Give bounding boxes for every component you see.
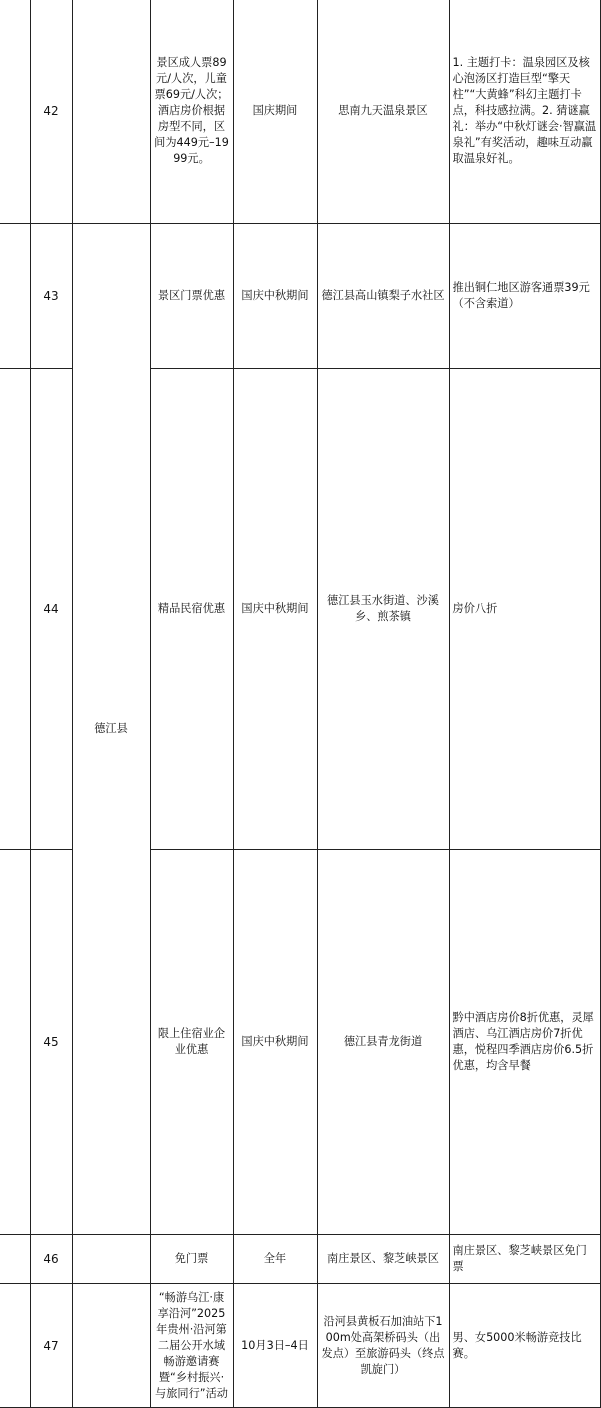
county-cell: 德江县 [72,224,150,1235]
table-row [0,1284,600,1408]
detail-cell: 推出铜仁地区游客通票39元（不含索道） [449,224,600,369]
content-cell: “畅游乌江·康享沿河”2025年贵州·沿河第二届公开水域畅游邀请赛暨“乡村振兴·与旅同行”活动 [150,1284,233,1408]
detail-cell: 1. 主题打卡：温泉园区及核心泡汤区打造巨型“擎天柱”“大黄蜂”科幻主题打卡点，科技感拉满。2. 猜谜赢礼：举办“中秋灯谜会·智赢温泉礼”有奖活动，趣味互动赢取温泉好礼。 [449,0,600,224]
gutter-cell [0,0,30,224]
gutter-cell [0,1235,30,1284]
content-cell: 景区门票优惠 [150,224,233,369]
gutter-cell [0,224,30,369]
row-number: 45 [30,850,72,1235]
gutter-cell [0,369,30,850]
table-row [0,1235,600,1284]
row-number: 43 [30,224,72,369]
detail-cell: 男、女5000米畅游竞技比赛。 [449,1284,600,1408]
location-cell: 南庄景区、黎芝峡景区 [317,1235,449,1284]
location-cell: 思南九天温泉景区 [317,0,449,224]
detail-cell: 房价八折 [449,369,600,850]
period-cell: 全年 [233,1235,317,1284]
location-cell: 德江县青龙街道 [317,850,449,1235]
detail-cell: 黔中酒店房价8折优惠，灵犀酒店、乌江酒店房价7折优惠，悦程四季酒店房价6.5折优惠，均含早餐 [449,850,600,1235]
content-cell: 景区成人票89元/人次，儿童票69元/人次；酒店房价根据房型不同，区间为449元–1999元。 [150,0,233,224]
detail-cell: 南庄景区、黎芝峡景区免门票 [449,1235,600,1284]
period-cell: 10月3日–4日 [233,1284,317,1408]
gutter-cell [0,1284,30,1408]
county-cell [72,1284,150,1408]
location-cell: 沿河县黄板石加油站下100m处高架桥码头（出发点）至旅游码头（终点凯旋门） [317,1284,449,1408]
table-row [0,0,600,224]
table-row [0,224,600,369]
gutter-cell [0,850,30,1235]
content-cell: 限上住宿业企业优惠 [150,850,233,1235]
content-cell: 免门票 [150,1235,233,1284]
location-cell: 德江县玉水街道、沙溪乡、煎茶镇 [317,369,449,850]
row-number: 42 [30,0,72,224]
period-cell: 国庆中秋期间 [233,850,317,1235]
county-cell [72,1235,150,1284]
row-number: 46 [30,1235,72,1284]
content-cell: 精品民宿优惠 [150,369,233,850]
row-number: 47 [30,1284,72,1408]
row-number: 44 [30,369,72,850]
period-cell: 国庆中秋期间 [233,224,317,369]
period-cell: 国庆中秋期间 [233,369,317,850]
location-cell: 德江县高山镇梨子水社区 [317,224,449,369]
county-cell [72,0,150,224]
period-cell: 国庆期间 [233,0,317,224]
